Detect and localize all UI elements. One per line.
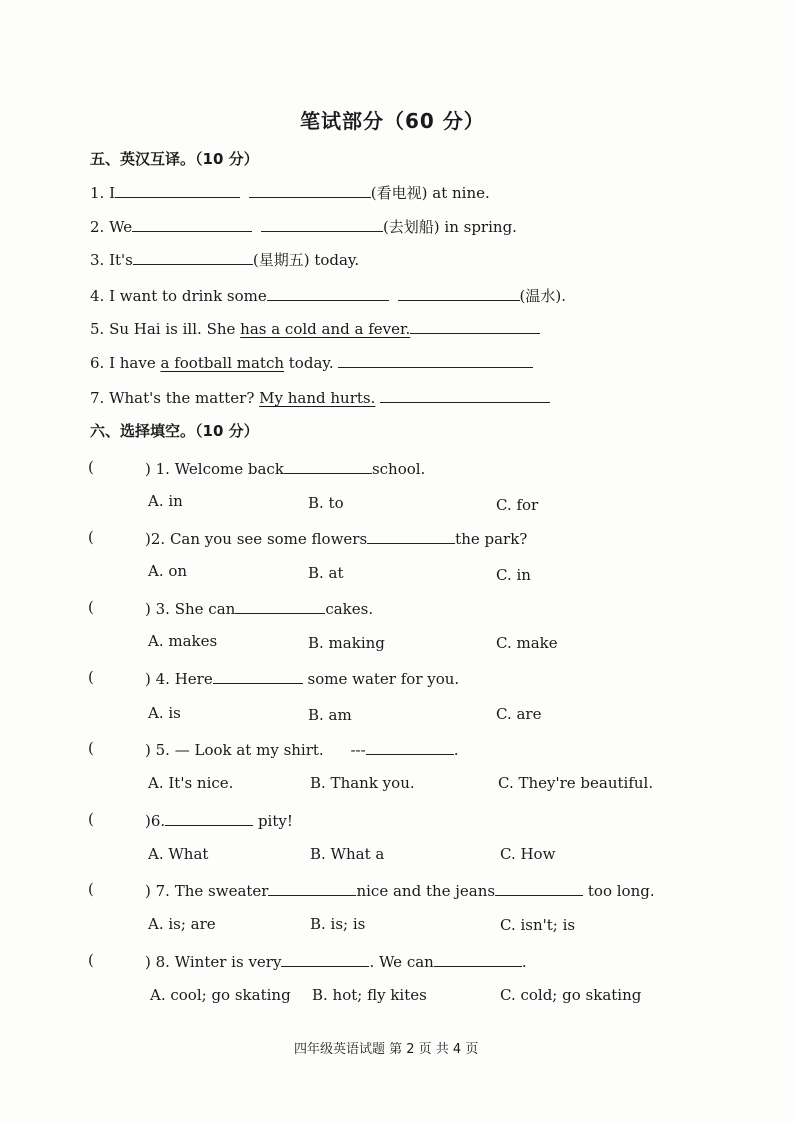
answer-paren-close: ) [145, 460, 151, 478]
option-c[interactable]: C. for [496, 496, 539, 514]
option-a[interactable]: A. on [148, 562, 188, 580]
question-text: the park? [455, 530, 528, 548]
item-text: today. [284, 354, 334, 372]
answer-blank[interactable] [366, 739, 454, 755]
answer-paren-close: ) [145, 953, 151, 971]
reply-dash: --- [350, 741, 366, 759]
question-text: 5. — Look at my shirt. [155, 741, 324, 759]
option-b[interactable]: B. is; is [310, 915, 366, 933]
question-4 [145, 668, 459, 688]
question-text: . [521, 953, 527, 971]
item-text: 3. It's [90, 251, 133, 269]
question-text: nice and the jeans [356, 882, 496, 900]
option-a[interactable]: A. makes [148, 632, 218, 650]
option-b[interactable]: B. am [308, 706, 352, 724]
answer-paren-open: ( [88, 951, 94, 969]
answer-paren-open: ( [88, 880, 94, 898]
answer-blank[interactable] [213, 668, 303, 684]
answer-paren-close: ) [145, 812, 151, 830]
answer-paren-close: ) [145, 741, 151, 759]
translation-item-2 [90, 216, 517, 237]
question-text: pity! [257, 812, 293, 830]
underlined-phrase: has a cold and a fever. [240, 320, 411, 338]
item-text: 6. I have [90, 354, 161, 372]
answer-paren-open: ( [88, 739, 94, 757]
option-b[interactable]: B. Thank you. [310, 774, 415, 792]
question-text: 7. The sweater [155, 882, 269, 900]
answer-paren-close: ) [145, 530, 151, 548]
answer-blank[interactable] [434, 951, 522, 967]
answer-blank[interactable] [268, 880, 356, 896]
question-text: cakes. [325, 600, 374, 618]
option-c[interactable]: C. in [496, 566, 531, 584]
question-text: 3. She can [155, 600, 236, 618]
question-8 [145, 951, 527, 971]
question-5 [145, 739, 458, 759]
translation-item-3 [90, 249, 359, 270]
translation-item-4 [90, 285, 566, 306]
question-text: 6. [150, 812, 166, 830]
answer-blank[interactable] [367, 528, 455, 544]
answer-paren-close: ) [145, 670, 151, 688]
answer-paren-open: ( [88, 810, 94, 828]
question-2 [145, 528, 527, 548]
question-7 [145, 880, 655, 900]
question-1 [145, 458, 425, 478]
underlined-phrase: a football match [160, 354, 285, 372]
answer-blank[interactable] [235, 598, 325, 614]
answer-blank[interactable] [267, 285, 389, 301]
answer-blank[interactable] [338, 352, 533, 368]
item-text: 5. Su Hai is ill. She [90, 320, 241, 338]
answer-paren-close: ) [145, 882, 151, 900]
question-text: some water for you. [307, 670, 460, 688]
answer-blank[interactable] [133, 249, 253, 265]
answer-blank[interactable] [281, 951, 369, 967]
section-6-heading: 六、选择填空。（10 分） [90, 422, 259, 440]
answer-blank[interactable] [165, 810, 253, 826]
answer-blank[interactable] [380, 387, 550, 403]
option-b[interactable]: B. hot; fly kites [312, 986, 427, 1004]
option-a[interactable]: A. is [148, 704, 181, 722]
question-text: too long. [587, 882, 655, 900]
answer-paren-open: ( [88, 528, 94, 546]
option-b[interactable]: B. What a [310, 845, 385, 863]
answer-blank[interactable] [132, 216, 252, 232]
answer-blank[interactable] [398, 285, 520, 301]
option-a[interactable]: A. It's nice. [148, 774, 234, 792]
page-title: 笔试部分（60 分） [300, 109, 485, 133]
question-text: . We can [369, 953, 434, 971]
option-c[interactable]: C. isn't; is [500, 916, 576, 934]
translation-item-1 [90, 182, 490, 203]
answer-paren-open: ( [88, 668, 94, 686]
answer-blank[interactable] [410, 318, 540, 334]
item-text: (星期五) today. [252, 251, 360, 269]
section-5-heading: 五、英汉互译。（10 分） [90, 150, 259, 168]
answer-blank[interactable] [495, 880, 583, 896]
question-6 [145, 810, 293, 830]
question-text: 2. Can you see some flowers [150, 530, 368, 548]
question-text: 4. Here [155, 670, 213, 688]
answer-paren-open: ( [88, 458, 94, 476]
option-c[interactable]: C. How [500, 845, 556, 863]
question-text: 1. Welcome back [155, 460, 284, 478]
item-text: (去划船) in spring. [382, 218, 517, 236]
item-text: 4. I want to drink some [90, 287, 267, 305]
option-c[interactable]: C. make [496, 634, 558, 652]
question-text: . [453, 741, 459, 759]
item-text: 7. What's the matter? [90, 389, 260, 407]
answer-blank[interactable] [249, 182, 371, 198]
option-c[interactable]: C. are [496, 705, 542, 723]
option-c[interactable]: C. They're beautiful. [498, 774, 654, 792]
answer-paren-close: ) [145, 600, 151, 618]
question-text: school. [371, 460, 426, 478]
item-text: 2. We [90, 218, 133, 236]
question-3 [145, 598, 373, 618]
option-b[interactable]: B. at [308, 564, 344, 582]
underlined-phrase: My hand hurts. [259, 389, 376, 407]
answer-paren-open: ( [88, 598, 94, 616]
translation-item-6 [90, 352, 533, 372]
option-a[interactable]: A. in [148, 492, 183, 510]
answer-blank[interactable] [284, 458, 372, 474]
question-text: 8. Winter is very [155, 953, 282, 971]
option-b[interactable]: B. to [308, 494, 344, 512]
item-text: (看电视) at nine. [370, 184, 490, 202]
answer-blank[interactable] [261, 216, 383, 232]
answer-blank[interactable] [115, 182, 240, 198]
option-c[interactable]: C. cold; go skating [500, 986, 642, 1004]
translation-item-7 [90, 387, 550, 407]
page-footer: 四年级英语试题 第 2 页 共 4 页 [294, 1042, 479, 1057]
item-text: 1. I [90, 184, 116, 202]
translation-item-5 [90, 318, 540, 338]
option-a[interactable]: A. cool; go skating [150, 986, 291, 1004]
option-b[interactable]: B. making [308, 634, 385, 652]
option-a[interactable]: A. What [148, 845, 209, 863]
item-text: (温水). [519, 287, 567, 305]
option-a[interactable]: A. is; are [148, 915, 216, 933]
